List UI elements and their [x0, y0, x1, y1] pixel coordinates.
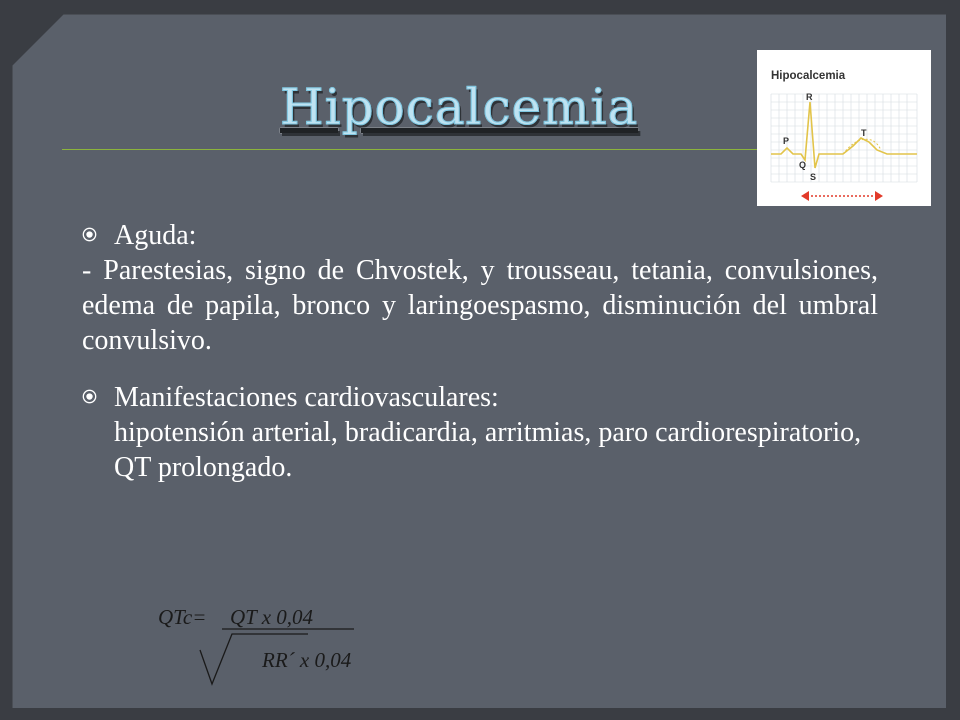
bullet-aguda	[82, 218, 878, 253]
circled-dot-bullet-icon	[82, 227, 97, 242]
ecg-image	[757, 50, 931, 206]
ecg-wave-r: R	[806, 92, 813, 102]
ecg-wave-p: P	[783, 136, 790, 146]
title-divider	[62, 149, 762, 150]
ecg-wave-t: T	[861, 128, 867, 138]
bullet-label: Aguda:	[114, 220, 197, 251]
ecg-title: Hipocalcemia	[771, 70, 846, 82]
cardiovascular-manifestations-text: hipotensión arterial, bradicardia, arritmias, paro cardiorespiratorio, QT prolongado.	[114, 417, 862, 483]
bullet-cardiovascular	[82, 380, 878, 485]
ecg-wave-q: Q	[799, 160, 807, 170]
ecg-chart-icon	[757, 50, 931, 206]
interval-arrow-icon	[801, 191, 883, 201]
formula-numerator: QT x 0,04	[230, 605, 314, 629]
ecg-wave-s: S	[810, 172, 817, 182]
aguda-symptoms-text: - Parestesias, signo de Chvostek, y trousseau, tetania, convulsiones, edema de papila, bronco y laringoespasmo, disminución del umbral convulsivo.	[82, 255, 878, 356]
bullet-label: Manifestaciones cardiovasculares:	[114, 382, 499, 413]
formula-denominator: RR´ x 0,04	[262, 648, 352, 672]
qtc-formula	[150, 598, 390, 688]
formula-lhs: QTc=	[158, 605, 207, 629]
slide-title: Hipocalcemia	[280, 78, 639, 136]
slide-body	[82, 218, 878, 485]
circled-dot-bullet-icon	[82, 389, 97, 404]
